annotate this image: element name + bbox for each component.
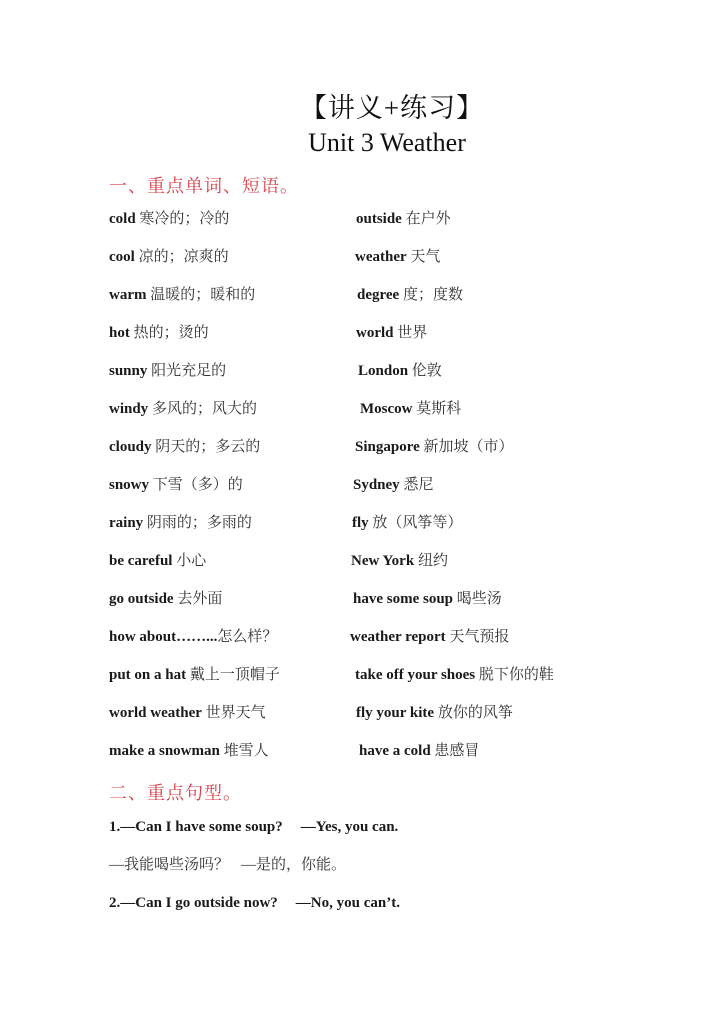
vocab-cn: 温暖的；暖和的: [150, 287, 256, 303]
vocab-en: world: [356, 325, 394, 341]
vocab-cn: 世界天气: [205, 705, 266, 721]
vocab-en: make a snowman: [109, 743, 220, 759]
vocab-item: [350, 627, 509, 647]
vocab-en: have some soup: [353, 591, 454, 607]
vocab-item: [109, 627, 277, 647]
vocab-item: [109, 209, 229, 229]
vocab-cn: 放（风筝等）: [372, 515, 463, 531]
section-heading-vocab: 一、重点单词、短语。: [109, 176, 299, 196]
vocab-cn: 莫斯科: [416, 401, 462, 417]
vocab-item: [356, 323, 427, 343]
vocab-en: fly your kite: [356, 705, 435, 721]
vocab-cn: 小心: [176, 553, 207, 569]
vocab-item: [356, 209, 451, 229]
vocab-item: [356, 703, 513, 723]
vocab-en: degree: [357, 287, 400, 303]
vocab-cn: 在户外: [405, 211, 451, 227]
vocab-item: [109, 285, 255, 305]
vocab-cn: 阴雨的；多雨的: [146, 515, 252, 531]
vocab-cn: 度；度数: [402, 287, 463, 303]
vocab-cn: 世界: [397, 325, 428, 341]
vocab-en: sunny: [109, 363, 148, 379]
vocab-en: put on a hat: [109, 667, 187, 683]
vocab-en: weather report: [350, 629, 446, 645]
vocab-cn: 阳光充足的: [151, 363, 227, 379]
vocab-en: London: [358, 363, 409, 379]
vocab-item: [109, 361, 226, 381]
sentence-answer-cn: —是的，你能。: [241, 857, 347, 873]
vocab-item: [355, 665, 554, 685]
vocab-cn: 怎么样？: [217, 629, 278, 645]
vocab-item: [109, 513, 252, 533]
vocab-item: [359, 741, 479, 761]
vocab-item: [360, 399, 461, 419]
section-heading-sentences: 二、重点句型。: [109, 783, 242, 803]
vocab-cn: 伦敦: [411, 363, 442, 379]
vocab-item: [352, 513, 462, 533]
vocab-en: hot: [109, 325, 130, 341]
vocab-cn: 热的；烫的: [133, 325, 209, 341]
vocab-en: Singapore: [355, 439, 420, 455]
vocab-item: [109, 665, 280, 685]
vocab-item: [355, 247, 440, 267]
vocab-cn: 寒冷的；冷的: [139, 211, 230, 227]
document-title-cn: 【讲义+练习】: [299, 93, 485, 123]
vocab-cn: 凉的；凉爽的: [138, 249, 229, 265]
vocab-cn: 阴天的；多云的: [155, 439, 261, 455]
vocab-cn: 悉尼: [403, 477, 434, 493]
vocab-en: windy: [109, 401, 149, 417]
vocab-en: how about……...: [109, 629, 218, 645]
document-title-en: Unit 3 Weather: [308, 128, 466, 157]
vocab-item: [353, 475, 433, 495]
vocab-en: cool: [109, 249, 135, 265]
vocab-en: take off your shoes: [355, 667, 476, 683]
vocab-cn: 多风的；风大的: [151, 401, 257, 417]
sentence-2-en: [109, 893, 400, 913]
vocab-item: [109, 741, 269, 761]
sentence-answer: —No, you can’t.: [295, 895, 400, 911]
vocab-cn: 去外面: [177, 591, 223, 607]
vocab-item: [109, 551, 206, 571]
vocab-en: have a cold: [359, 743, 431, 759]
vocab-cn: 新加坡（市）: [423, 439, 514, 455]
vocab-cn: 堆雪人: [223, 743, 269, 759]
vocab-cn: 患感冒: [434, 743, 480, 759]
vocab-en: cloudy: [109, 439, 152, 455]
vocab-item: [109, 323, 209, 343]
vocab-en: Sydney: [353, 477, 400, 493]
vocab-en: New York: [351, 553, 415, 569]
vocab-item: [109, 589, 222, 609]
sentence-question-cn: —我能喝些汤吗？: [109, 857, 230, 873]
vocab-en: snowy: [109, 477, 150, 493]
vocab-en: weather: [355, 249, 407, 265]
vocab-cn: 脱下你的鞋: [478, 667, 554, 683]
vocab-cn: 纽约: [417, 553, 448, 569]
vocab-en: fly: [352, 515, 369, 531]
sentence-1-en: [109, 817, 398, 837]
sentence-1-cn: [109, 855, 346, 875]
vocab-cn: 喝些汤: [456, 591, 502, 607]
vocab-item: [357, 285, 463, 305]
vocab-en: warm: [109, 287, 147, 303]
vocab-item: [109, 437, 260, 457]
vocab-item: [109, 247, 229, 267]
sentence-answer: —Yes, you can.: [300, 819, 399, 835]
sentence-question: 1.—Can I have some soup?: [109, 819, 283, 835]
vocab-item: [109, 399, 257, 419]
vocab-item: [353, 589, 502, 609]
vocab-en: Moscow: [360, 401, 413, 417]
vocab-cn: 下雪（多）的: [152, 477, 243, 493]
vocab-cn: 天气预报: [449, 629, 510, 645]
vocab-item: [109, 703, 266, 723]
vocab-cn: 天气: [410, 249, 441, 265]
vocab-item: [351, 551, 448, 571]
vocab-en: cold: [109, 211, 136, 227]
vocab-en: rainy: [109, 515, 144, 531]
vocab-en: world weather: [109, 705, 202, 721]
vocab-item: [355, 437, 514, 457]
vocab-en: outside: [356, 211, 402, 227]
vocab-cn: 放你的风筝: [437, 705, 513, 721]
vocab-cn: 戴上一顶帽子: [189, 667, 280, 683]
vocab-en: be careful: [109, 553, 173, 569]
vocab-item: [109, 475, 243, 495]
vocab-en: go outside: [109, 591, 174, 607]
sentence-question: 2.—Can I go outside now?: [109, 895, 278, 911]
vocab-item: [358, 361, 442, 381]
